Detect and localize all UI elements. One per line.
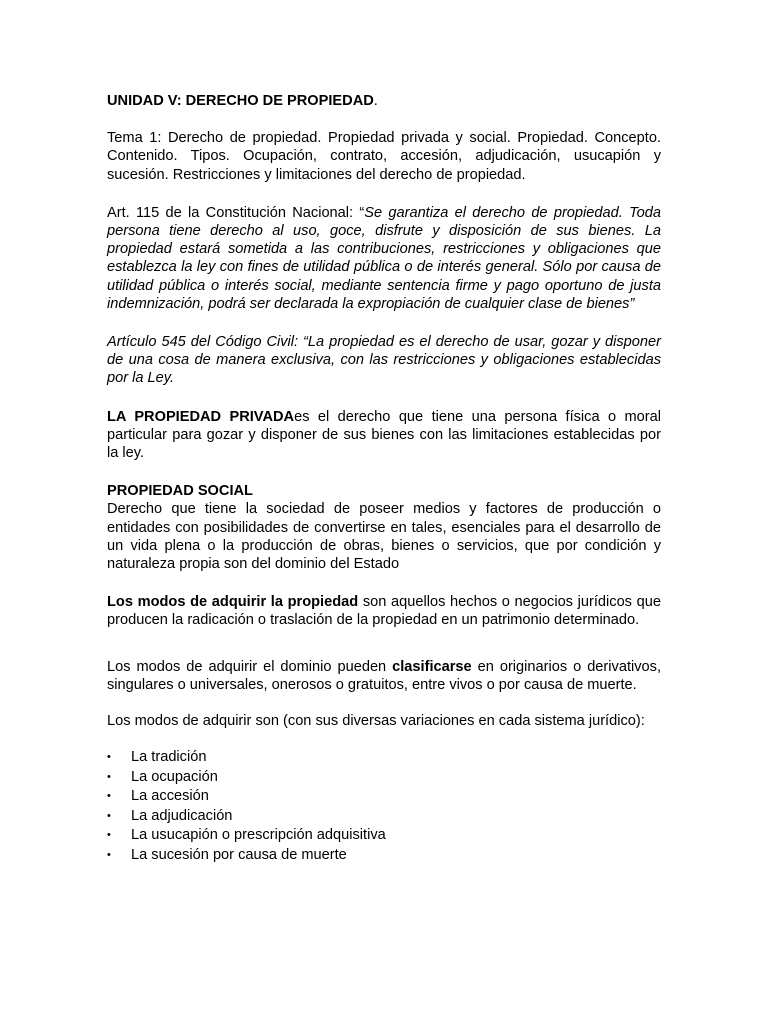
list-item-text: La ocupación (131, 768, 218, 785)
modos-adquirir-paragraph (107, 593, 661, 629)
bullet-icon: • (107, 790, 111, 803)
art-545-paragraph (107, 333, 661, 388)
list-item-text: La usucapión o prescripción adquisitiva (131, 827, 386, 844)
modes-list (107, 748, 661, 865)
propiedad-social-heading (107, 482, 661, 500)
bullet-icon: • (107, 809, 111, 822)
art-115-quote: Se garantiza el derecho de propiedad. Toda persona tiene derecho al uso, goce, disfrute y disposición de sus bienes. La propiedad estará sometida a las contribuciones, restricciones y obligaciones que establezca la ley con fines de utilidad pública o de interés general. Sólo por causa de utilidad pública o interés social, mediante sentencia firme y pago oportuno de justa indemnización, podrá ser declarada la expropiación de cualquier clase de bienes” (107, 204, 661, 312)
clasificacion-after: en originarios o derivativos, singulares o universales, onerosos o gratuitos, entre vivos o por causa de muerte. (107, 658, 662, 693)
unit-title-tail: . (373, 93, 378, 109)
art-545-text: Artículo 545 del Código Civil: “La propiedad es el derecho de usar, gozar y disponer de una cosa de manera exclusiva, con las restricciones y obligaciones establecidas por la Ley. (107, 334, 661, 387)
list-item (107, 787, 661, 807)
list-item-text: La accesión (131, 788, 209, 805)
list-item-text: La adjudicación (131, 807, 233, 824)
unit-title-bold: UNIDAD V: DERECHO DE PROPIEDAD (107, 93, 374, 109)
modos-adquirir-term: Los modos de adquirir la propiedad (107, 594, 359, 611)
bullet-icon: • (107, 751, 111, 764)
list-item (107, 748, 661, 768)
propiedad-privada-paragraph (107, 408, 661, 463)
list-item-text: La tradición (131, 749, 207, 766)
propiedad-social-paragraph: Derecho que tiene la sociedad de poseer medios y factores de producción o entidades con posibilidades de convertirse en tales, esenciales para el desarrollo de un vida plena o la producción de obras, bienes o servicios, que por condición y naturaleza propia son del dominio del Estado (107, 501, 661, 573)
bullet-icon: • (107, 770, 111, 783)
art-115-lead: Art. 115 de la Constitución Nacional: “ (107, 204, 365, 221)
clasificacion-paragraph (107, 658, 661, 694)
clasificacion-term: clasificarse (392, 658, 472, 675)
bullet-icon: • (107, 848, 111, 861)
propiedad-social-heading-text: PROPIEDAD SOCIAL (107, 483, 253, 500)
list-item (107, 807, 661, 827)
propiedad-privada-text: es el derecho que tiene una persona física o moral particular para gozar y disponer de sus bienes con las limitaciones establecidas por la ley. (107, 408, 661, 462)
bullet-icon: • (107, 829, 111, 842)
propiedad-privada-term: LA PROPIEDAD PRIVADA (107, 408, 295, 425)
art-115-paragraph (107, 204, 661, 313)
list-item-text: La sucesión por causa de muerte (131, 846, 347, 863)
modos-adquirir-text: son aquellos hechos o negocios jurídicos que producen la radicación o traslación de la propiedad en un patrimonio determinado. (107, 594, 661, 629)
clasificacion-before: Los modos de adquirir el dominio pueden (107, 658, 393, 675)
tema-paragraph: Tema 1: Derecho de propiedad. Propiedad privada y social. Propiedad. Concepto. Contenido. Tipos. Ocupación, contrato, accesión, adjudicación, usucapión y sucesión. Restricciones y limitaciones del derecho de propiedad. (107, 130, 661, 183)
list-item (107, 768, 661, 788)
document-body (107, 92, 661, 865)
list-item (107, 826, 661, 846)
list-item (107, 846, 661, 866)
unit-title (107, 92, 661, 110)
modes-intro-paragraph: Los modos de adquirir son (con sus diversas variaciones en cada sistema jurídico): (107, 713, 645, 730)
